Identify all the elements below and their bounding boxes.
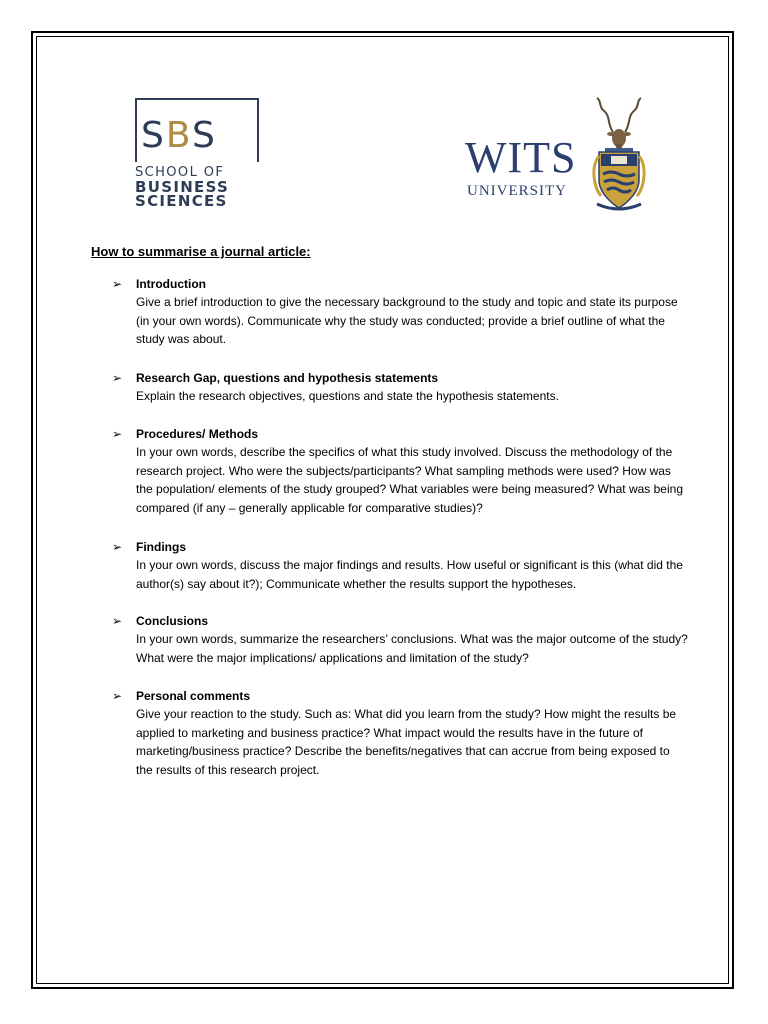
section-title: Introduction — [136, 277, 206, 291]
arrow-bullet-icon: ➢ — [112, 371, 123, 385]
sbs-letter-s2: S — [191, 115, 217, 156]
wits-crest-icon — [589, 96, 649, 214]
section-title: Findings — [136, 540, 186, 554]
sbs-logo-line2: BUSINESS — [135, 178, 230, 196]
sbs-logo — [133, 96, 265, 214]
arrow-bullet-icon: ➢ — [112, 540, 123, 554]
sbs-logo-letters — [141, 115, 217, 156]
wits-logo-subtitle: UNIVERSITY — [467, 183, 567, 199]
wits-logo — [465, 96, 655, 216]
sbs-logo-line1: SCHOOL OF — [135, 165, 225, 180]
section-title: Research Gap, questions and hypothesis statements — [136, 371, 439, 385]
sbs-letter-b: B — [165, 115, 192, 156]
section-body: In your own words, summarize the researchers’ conclusions. What was the major outcome of the study? What were the major implications/ applications and limitation of the study? — [136, 632, 688, 665]
document-heading: How to summarise a journal article: — [91, 244, 311, 259]
arrow-bullet-icon: ➢ — [112, 427, 123, 441]
sbs-letter-s1: S — [141, 115, 166, 156]
section-title: Conclusions — [136, 614, 209, 628]
arrow-bullet-icon: ➢ — [112, 689, 123, 703]
section-title: Procedures/ Methods — [136, 427, 259, 441]
section-body: Give a brief introduction to give the necessary background to the study and topic and state its purpose (in your own words). Communicate why the study was conducted; provide a brief outline of what the study was about. — [136, 295, 678, 347]
section-body: Explain the research objectives, questions and state the hypothesis statements. — [136, 389, 559, 403]
wits-logo-word: WITS — [465, 133, 577, 182]
arrow-bullet-icon: ➢ — [112, 277, 123, 291]
section-body: Give your reaction to the study. Such as: What did you learn from the study? How might the results be applied to marketing and business practice? What impact would the results have in the future of marketing/business practice? Describe the benefits/negatives that can accrue from being exposed to the results of this research project. — [136, 707, 677, 778]
section-body: In your own words, discuss the major findings and results. How useful or significant is this (what did the author(s) say about it?); Communicate whether the results support the hypotheses. — [136, 558, 683, 591]
arrow-bullet-icon: ➢ — [112, 614, 123, 628]
sbs-logo-line3: SCIENCES — [135, 192, 228, 210]
section-body: In your own words, describe the specifics of what this study involved. Discuss the methodology of the research project. Who were the subjects/participants? What sampling methods were used? How was the population/ elements of the study grouped? What variables were being measured? What was being compared (if any – generally applicable for comparative studies)? — [136, 445, 683, 516]
section-title: Personal comments — [136, 689, 251, 703]
